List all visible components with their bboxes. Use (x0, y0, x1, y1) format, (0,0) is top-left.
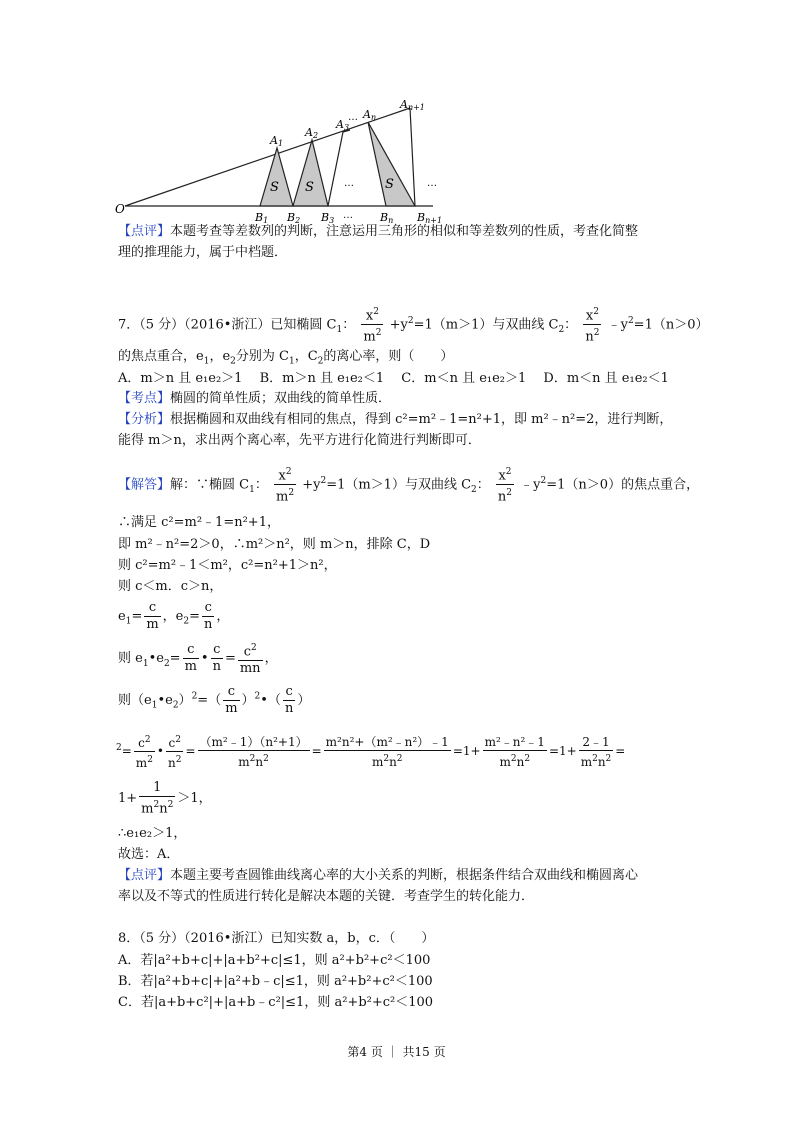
svg-text:S: S (385, 177, 394, 192)
q7-stem: 7．（5 分）（2016•浙江）已知椭圆 $C_1$： $\frac{x^2}{m^2}$ $+y^2=1(m>1)$与双曲线 $C_2$： $\frac{x^2}{n^2}$ $﹣y^2=1(n>0)$ (118, 304, 708, 346)
q7-stem2: 的焦点重合，$e_1$，$e_2$分别为 $C_1$，$C_2$的离心率，则（ ） (118, 349, 454, 367)
q7-s1: ∴满足 c²=m²﹣1=n²+1， (118, 515, 280, 530)
svg-text:Bn+1: Bn+1 (417, 211, 443, 225)
q7-s7: 则$(e_1•e_2)^2=$（ $\frac{c}{m}$ ）$^2$•（ $\frac{c}{n}$ ） (118, 684, 311, 716)
triangle-figure (115, 100, 455, 225)
svg-text:…: … (343, 210, 353, 221)
q7-s3: 则 c²=m²﹣1＜m²，c²=n²+1＞n²， (118, 558, 337, 573)
q7-s4: 则 c＜m．c＞n， (118, 579, 223, 594)
page-footer: 第4 页 ｜ 共15 页 (347, 1045, 446, 1059)
svg-text:S: S (270, 180, 279, 195)
svg-text:Bn: Bn (380, 211, 394, 225)
comment6-line1: 【点评】本题考查等差数列的判断，注意运用三角形的相似和等差数列的性质，考查化简整 (118, 224, 639, 239)
label-o: O (115, 202, 125, 216)
q7-s2: 即 m²﹣n²=2＞0，∴m²＞n²，则 m＞n，排除 C，D (118, 537, 431, 552)
q7-fenxi2: 能得 m＞n，求出两个离心率，先平方进行化简进行判断即可． (118, 433, 481, 448)
q8-stem: 8．（5 分）（2016•浙江）已知实数 a，b，c．（ ） (118, 931, 435, 946)
svg-text:An: An (363, 108, 377, 122)
triangle-3 (328, 130, 350, 206)
svg-text:…: … (348, 112, 358, 123)
svg-text:A1: A1 (270, 134, 284, 148)
q7-options: A．m＞n 且 e₁e₂＞1 B．m＞n 且 e₁e₂＜1 C．m＜n 且 e₁e₂＞1 D．m＜n 且 e₁e₂＜1 (118, 371, 669, 386)
svg-text:S: S (305, 180, 314, 195)
q7-s11: 故选：A． (118, 847, 180, 862)
q7-kaodian: 【考点】椭圆的简单性质；双曲线的简单性质． (118, 391, 392, 406)
q7-s5: $e_1=$ $\frac{c}{m}$ ，$e_2=$ $\frac{c}{n}$ ， (118, 600, 230, 632)
triangle-1 (260, 148, 293, 206)
comment6-line2: 理的推理能力，属于中档题． (118, 245, 288, 260)
svg-text:A3: A3 (336, 118, 350, 132)
q7-jieda: 【解答】解：∵椭圆 $C_1$： $\frac{x^2}{m^2}$ $+y^2=1(m>1)$与双曲线 $C_2$： $\frac{x^2}{n^2}$ $﹣y^2=1(n>0)$的焦点重合， (118, 464, 699, 506)
q7-comment2: 率以及不等式的性质进行转化是解决本题的关键．考查学生的转化能力． (118, 889, 535, 904)
svg-text:An+1: An+1 (400, 100, 425, 112)
svg-text:…: … (427, 178, 437, 189)
svg-text:B1: B1 (255, 211, 269, 225)
q7-comment1: 【点评】本题主要考查圆锥曲线离心率的大小关系的判断，根据条件结合双曲线和椭圆离心 (118, 868, 639, 883)
svg-text:…: … (344, 178, 354, 189)
q7-fenxi1: 【分析】根据椭圆和双曲线有相同的焦点，得到 c²=m²﹣1=n²+1，即 m²﹣n²=2，进行判断， (118, 412, 673, 427)
q7-s9: 1+ $\frac{1}{m^2n^2}$ ＞1， (118, 780, 212, 817)
svg-text:A2: A2 (305, 126, 319, 140)
svg-text:B3: B3 (321, 211, 335, 225)
triangle-2 (293, 140, 328, 206)
q8-option-b: B．若|a²+b+c|+|a²+b﹣c|≤1，则 a²+b²+c²＜100 (118, 974, 433, 989)
triangle-n (368, 122, 415, 206)
q7-s8: $^2$= $\frac{c^2}{m^2}$ • $\frac{c^2}{n^2}$ = $\frac{\text{（m²﹣1）（n²+1）}}{m^2n^2}$ = $\frac{\text{m²n²+（m²﹣n²）﹣1}}{m^2n^2}$ =1+ $\frac{\text{m²﹣n²﹣1}}{m^2n^2}$ =1+ $\frac{2﹣1}{m^2n^2}$ = (116, 732, 625, 771)
svg-text:B2: B2 (287, 211, 301, 225)
q8-option-a: A．若|a²+b+c|+|a+b²+c|≤1，则 a²+b²+c²＜100 (118, 953, 431, 968)
q8-option-c: C．若|a+b+c²|+|a+b﹣c²|≤1，则 a²+b²+c²＜100 (118, 995, 434, 1010)
q7-s6: 则 $e_1•e_2=$ $\frac{c}{m}$ • $\frac{c}{n}$ = $\frac{c^2}{mn}$ ， (118, 640, 278, 677)
q7-s10: ∴e₁e₂＞1， (118, 826, 187, 841)
line-n1 (410, 108, 415, 206)
